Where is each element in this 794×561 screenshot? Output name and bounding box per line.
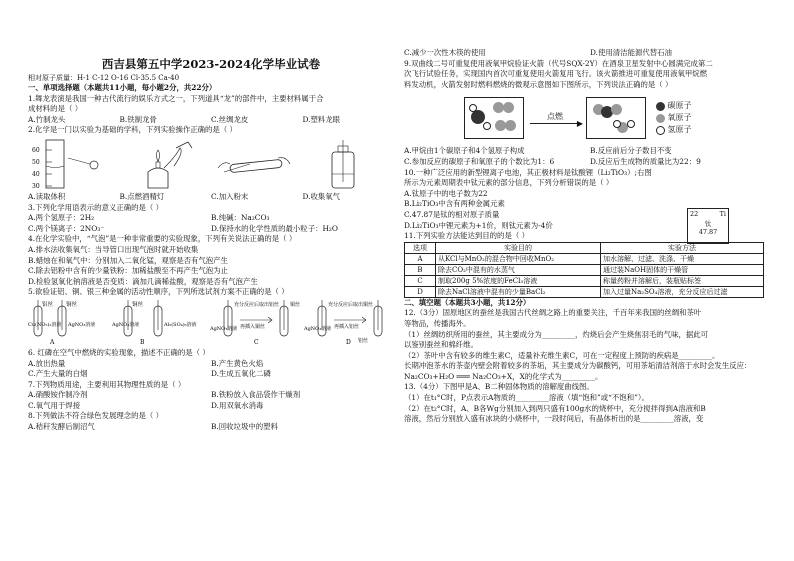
table-row [405,286,764,297]
q2-figures [28,138,394,190]
q3-option-d[interactable]: D.保持水的化学性质的最小粒子：H₂O [211,223,338,233]
q11-stem: 11.下列实验方法能达到目的的是（ ） [404,231,529,241]
q5-tube-figures [28,300,394,346]
q6-option-c[interactable]: C.产生大量的白烟 [28,369,88,379]
q8-options-cd [404,48,776,59]
q1-stem-cont: 成材料的是（ ） [28,104,83,114]
q2-options [28,192,394,203]
scale-label-30: 30 [32,182,40,190]
carbon-legend-icon [656,102,665,111]
oxygen-atom-icon [611,104,622,115]
q7-option-c[interactable]: C.氧气用于焊接 [28,400,81,410]
table-cell: 加入过量Na₂SO₄溶液，充分反应后过滤 [601,286,764,297]
q6-stem: 6. 红磷在空气中燃烧的实验现象，描述不正确的是（ ） [28,347,210,357]
section-heading-1: 一、单项选择题（本题共11小题，每小题2分，共22分） [28,83,217,92]
q2-option-b[interactable]: B.点燃酒精灯 [119,191,165,201]
table-cell[interactable]: B [405,264,436,275]
table-header-method: 实验方法 [601,242,764,253]
q1-option-d[interactable]: D.塑料龙眼 [302,114,341,124]
q12-line-4: 以鉴别蚕丝和棉纤维。 [404,340,478,350]
tube-b-solution-2: Al₂(SO₄)₃溶液 [164,321,197,328]
table-cell: 除去NaCl溶液中混有的少量BaCl₂ [436,286,601,297]
left-column [28,0,394,561]
product-box [586,97,646,139]
q3-options-ab [28,213,394,224]
q7-stem: 7.下列物质用途，主要利用其物理性质的是（ ） [28,379,186,389]
q9-stem-2: 次飞行试验任务，实现国内首次可重复使用火箭复用飞行。该火箭推进可重复使用液氧甲烷燃 [404,69,708,79]
tube-d-step-2: 再插入铝丝 [334,323,360,330]
tube-d-caption: D [346,338,351,346]
tube-d-solution: AgNO₃溶液 [304,325,332,332]
carbon-atom-icon [471,110,485,124]
graduated-cylinder-figure [28,138,118,190]
scale-label-50: 50 [32,158,40,166]
tube-set-a [28,300,95,346]
q8-stem: 8.下列做法不符合绿色发展理念的是（ ） [28,411,164,421]
tube-set-b [111,300,197,346]
tube-b-solution-1: AgNO₃溶液 [112,321,140,328]
q12-line-2: 等物品，传播海外。 [404,318,471,328]
oxygen-atom-icon [505,120,516,131]
tube-c-solution: AgNO₃溶液 [210,325,238,332]
tube-b-metal: 铜丝 [132,301,144,308]
q7-option-a[interactable]: A.硝酸铵作制冷剂 [28,390,88,400]
q10-stem-1: 10.一种广泛应用的新型锂离子电池，其正极材料是钛酸锂（Li₂TiO₃）;右图 [404,167,652,177]
add-powder-figure [210,138,302,190]
q9-option-c[interactable]: C.参加反应的碳原子和氧原子的个数比为1：6 [404,156,555,166]
q1-option-c[interactable]: C.丝绸龙皮 [211,114,249,124]
q1-option-a[interactable]: A.竹制龙头 [28,114,66,124]
q9-options-cd [404,157,776,168]
legend-hydrogen: 氢原子 [667,125,692,135]
q3-option-a[interactable]: A.两个氢原子：2H₂ [28,213,95,223]
right-column [404,0,776,561]
q9-molecule-diagram [404,92,776,144]
q6-options-ab [28,359,394,370]
relative-masses: 相对原子质量：H-1 C-12 O-16 Cl-35.5 Ca-40 [28,74,180,82]
tube-a-metal-2: 铜丝 [66,301,78,308]
table-row [405,264,764,275]
section-heading-2: 二、填空题（本题共3小题，共12分） [404,297,531,307]
tube-b-caption: B [140,338,145,346]
hydrogen-atom-icon [483,122,491,130]
q13-line-4[interactable]: 溶液，然后分别放入盛有冰块的小烧杯中，一段时间后，有晶体析出的是_________溶液，变 [404,414,704,424]
q3-stem: 3.下列化学用语表示的意义正确的是（ ） [28,202,164,212]
q7-options-cd [28,401,394,412]
table-cell[interactable]: C [405,275,436,286]
q8-option-b[interactable]: B.回收垃圾中的塑料 [211,422,278,432]
table-cell[interactable]: D [405,286,436,297]
q7-options-ab [28,390,394,401]
q12-line-5[interactable]: （2）茶叶中含有较多的维生素C，适量补充维生素C，可在一定程度上预防的疾病是_________。 [404,350,720,360]
tube-c-step-2: 再插入铜丝 [240,323,266,330]
table-cell: 从KCl与MnO₂的混合物中回收MnO₂ [436,253,601,264]
legend-carbon: 碳原子 [667,101,692,111]
table-row [405,253,764,264]
table-cell[interactable]: A [405,253,436,264]
test-tubes-figure [28,300,388,346]
reactant-box [464,97,524,139]
table-cell: 称量药粉并溶解后，装瓶贴标签 [601,275,764,286]
hydrogen-legend-icon [656,126,665,135]
atom-legend [656,100,692,136]
q4-option-d[interactable]: D.检验氢氧化钠溶液是否变质：滴加几滴稀盐酸，观察是否有气泡产生 [28,276,258,286]
q4-option-c[interactable]: C.除去铝粉中含有的少量铁粉：加稀盐酸至不再产生气泡为止 [28,266,228,276]
q10-option-c[interactable]: C.47.87是钛的相对原子质量 [404,209,500,219]
table-cell: 加水溶解、过滤、洗涤、干燥 [601,253,764,264]
reaction-arrow: 点燃 ▶ [524,111,586,125]
tube-set-c [209,300,300,346]
legend-oxygen: 氧原子 [667,113,692,123]
q8-option-d[interactable]: D.使用清洁能源代替石油 [590,48,672,57]
titanium-element-card [687,208,729,244]
q7-option-b[interactable]: B.铁粉放入食品袋作干燥剂 [211,390,301,400]
element-symbol: Ti [719,210,726,218]
alcohol-lamp-figure [118,138,210,190]
q9-option-a[interactable]: A.甲烷由1个碳原子和4个氢原子构成 [404,146,525,156]
q6-options-cd [28,369,394,380]
table-header-option: 选项 [405,242,436,253]
q8-option-c[interactable]: C.减少一次性木筷的使用 [404,48,486,57]
hydrogen-atom-icon [627,120,635,128]
q10-option-b[interactable]: B.Li₂TiO₃中含有两种金属元素 [404,199,505,209]
q4-stem: 4.在化学实验中，“气泡”是一种非常重要的实验现象，下列有关说法正确的是（ ） [28,234,297,244]
q10-stem-2: 所示为元素周期表中钛元素的部分信息，下列分析错误的是（ ） [404,178,614,188]
tube-a-metal-1: 铝丝 [42,301,54,308]
q6-option-d[interactable]: D.生成五氧化二磷 [211,369,271,379]
scale-label-60: 60 [32,146,40,154]
tube-c-caption: C [254,338,259,346]
q13-line-1: 13.（4分）下图甲是A、B二种固体物质的溶解度曲线图。 [404,382,594,392]
q9-stem-3: 料发动机，火箭发射时燃料燃烧的微观示意图如下图所示，下列说法正确的是（ ） [404,79,673,89]
tube-a-solution-2: AgNO₃溶液 [68,321,96,328]
table-row [405,275,764,286]
q13-line-3: （2）在t₂°C时，A、B各Wg分别加入到两只盛有100g水的烧杯中，充分搅拌得到A溶液和B [404,403,706,413]
table-cell: 通过装NaOH固体的干燥管 [601,264,764,275]
gas-collection-figure [302,138,392,190]
q1-options [28,115,394,126]
q9-option-d[interactable]: D.反应后生成物的质量比为22：9 [590,156,701,166]
q2-option-d[interactable]: D.收集氧气 [302,191,341,201]
q9-option-b[interactable]: B.反应前后分子数目不变 [590,146,672,156]
q7-option-d[interactable]: D.用双氧水消毒 [211,400,264,410]
page-title: 西吉县第五中学2023-2024化学毕业试卷 [101,57,321,71]
q3-options-cd [28,224,394,235]
table-cell: 除去CO₂中混有的水蒸气 [436,264,601,275]
q8-option-a[interactable]: A.秸秆发酵后制沼气 [28,422,95,432]
q8-options-ab [28,422,394,433]
q12-line-1: 12.（3分）固原地区的蚕丝是我国古代丝绸之路上的重要关注，千百年来我国的丝绸和茶叶 [404,308,702,318]
oxygen-atom-icon [503,102,514,113]
element-name: 钛 [704,220,712,228]
q4-option-a[interactable]: A.排水法收集氧气：当导管口出现气泡时就开始收集 [28,244,199,254]
q11-table [404,242,764,298]
reaction-condition: 点燃 [547,112,563,122]
q9-stem-1: 9.双曲线二号可重复使用液氧甲烷验证火箭（代号SQX-2Y）在酒泉卫星发射中心圆满完成第二 [404,58,713,68]
q12-line-6: 长期冲泡茶水的茶壶内壁会附着较多的茶垢，其主要成分为碳酸钙，可用茶垢清洁剂溶于水时会发生反应： [404,361,752,371]
q3-option-c[interactable]: C.两个镁离子：2NO₃⁻ [28,223,105,233]
oxygen-legend-icon [656,114,665,123]
q2-stem: 2.化学是一门以实验为基础的学科，下列实验操作正确的是（ ） [28,125,237,135]
q6-option-a[interactable]: A.放出热量 [28,358,66,368]
tube-a-caption: A [50,338,55,346]
table-header-purpose: 实验目的 [436,242,601,253]
q13-line-2[interactable]: （1）在t₁°C时，P点表示A物质的_________溶液（填“饱和”或“不饱和”）。 [404,393,649,403]
q9-options-ab [404,146,776,157]
tube-d-metal: 铝丝 [358,337,369,344]
tube-c-metal: 铜丝 [290,301,301,308]
atomic-mass: 47.87 [698,228,718,236]
scale-label-40: 40 [32,170,40,178]
q10-option-a[interactable]: A.钛原子中的电子数为22 [404,188,488,198]
q5-stem: 5.欲验证铝、铜、银三种金属的活动性顺序，下列所选试剂方案不正确的是（ ） [28,287,289,297]
atomic-number: 22 [690,210,699,218]
q3-option-b[interactable]: B.纯碱：Na₂CO₃ [211,213,270,223]
q12-line-3[interactable]: （1）丝绸纺织所用的蚕丝，其主要成分为_________，灼烧后会产生烧焦羽毛的气味，据此可 [404,329,709,339]
tube-d-step-1: 充分反应后取出铜丝 [328,301,374,308]
tube-c-step-1: 充分反应后取出铝丝 [234,301,280,308]
table-cell: 制取200g 5%浓度的FeCl₃溶液 [436,275,601,286]
q2-option-c[interactable]: C.加入粉末 [211,191,249,201]
q6-option-b[interactable]: B.产生黄色火焰 [211,358,264,368]
q2-option-a[interactable]: A.读取体积 [28,191,66,201]
q12-line-7[interactable]: Na₂CO₃+H₂O ═══ Na₂CO₃+X，X的化学式为_________。 [404,371,603,381]
q1-stem: 1.舞龙表演是我国一种古代流行的娱乐方式之一，下列道具“龙”的部件中，主要材料属于合 [28,93,324,103]
q4-option-b[interactable]: B.蜡烛在和氧气中：分别加入二氧化锰，观察是否有气泡产生 [28,255,228,265]
tube-a-solution-1: Cu(NO₃)₂溶液 [28,321,62,328]
q1-option-b[interactable]: B.铁制龙骨 [119,114,157,124]
q10-option-d[interactable]: D.Li₂TiO₃中锂元素为+1价，则钛元素为-4价 [404,220,553,230]
tube-set-d [303,300,382,346]
